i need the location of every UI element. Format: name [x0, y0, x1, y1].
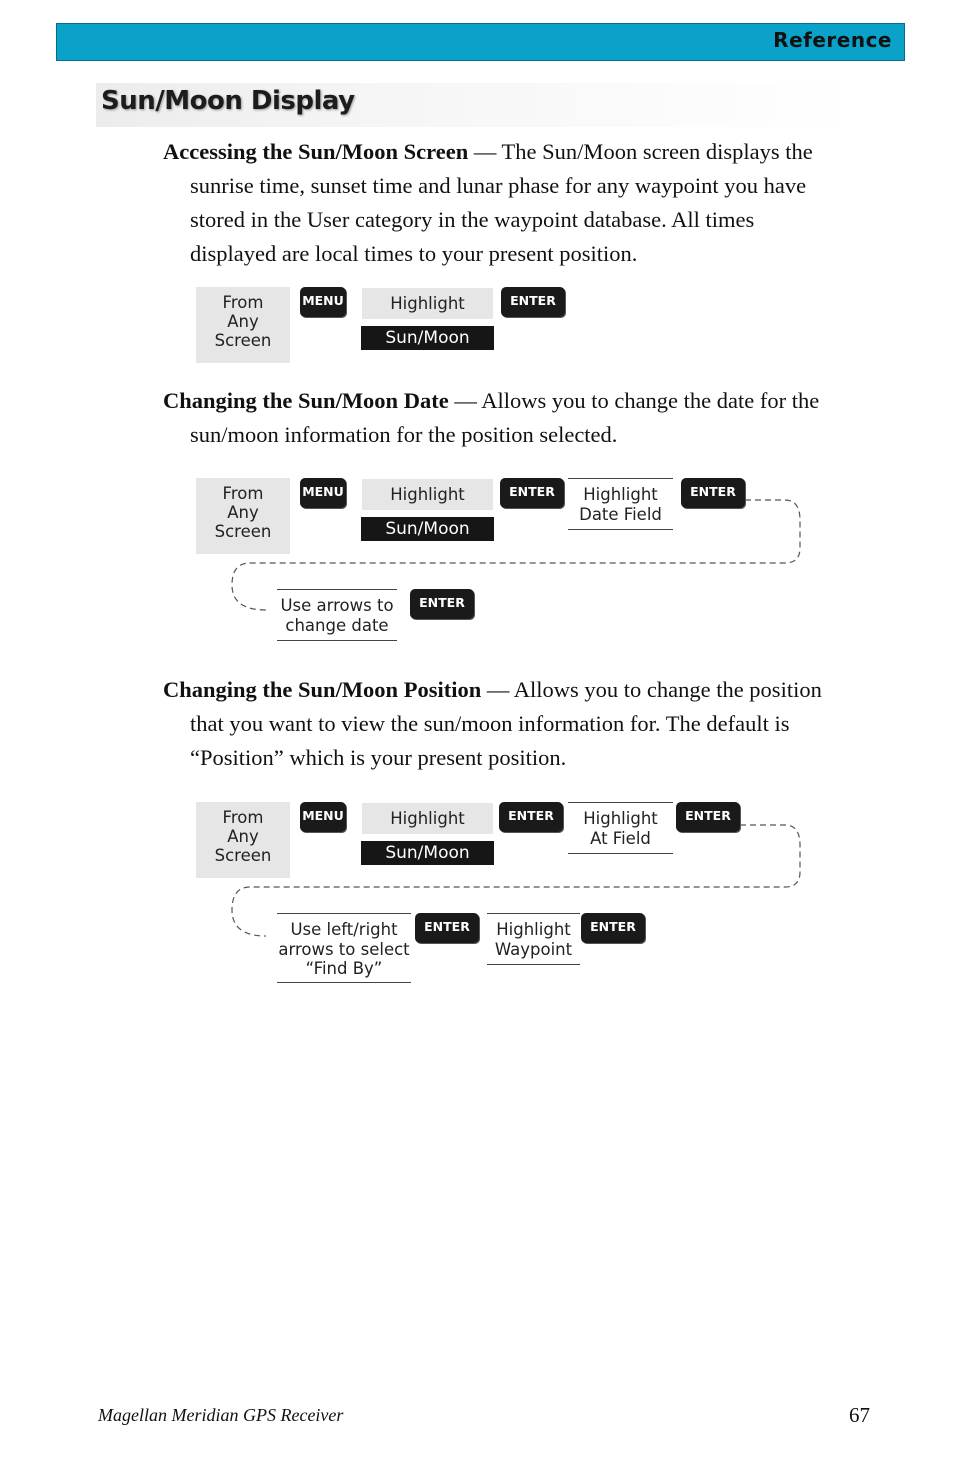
paragraph-text: that you want to view the sun/moon information for. The default is	[190, 711, 790, 736]
step-text: Highlight	[496, 920, 571, 939]
from-any-screen-line: Any	[227, 312, 259, 331]
paragraph-lead: Changing the Sun/Moon Position	[163, 677, 482, 702]
enter-key: ENTER	[581, 913, 645, 943]
step-text: Use left/right	[290, 920, 398, 939]
paragraph-lead: Changing the Sun/Moon Date	[163, 388, 449, 413]
enter-key: ENTER	[499, 802, 563, 832]
sun-moon-box: Sun/Moon	[361, 841, 494, 865]
step-text: “Find By”	[305, 959, 383, 978]
step-text: Waypoint	[494, 939, 573, 959]
enter-key: ENTER	[501, 287, 565, 317]
paragraph-text: “Position” which is your present position.	[190, 745, 567, 770]
enter-key: ENTER	[500, 478, 564, 508]
from-any-screen-box	[196, 802, 290, 878]
paragraph-text: sunrise time, sunset time and lunar phase for any waypoint you have	[190, 173, 807, 198]
from-any-screen-line: Screen	[214, 522, 272, 541]
header-label: Reference	[773, 28, 892, 52]
paragraph-text: displayed are local times to your present position.	[190, 241, 638, 266]
paragraph-lead: Accessing the Sun/Moon Screen	[163, 139, 469, 164]
step-text: arrows to select	[278, 939, 410, 959]
from-any-screen-line: From	[222, 808, 264, 827]
from-any-screen-line: Screen	[214, 846, 272, 865]
step-text: At Field	[590, 828, 651, 848]
section-title: Sun/Moon Display	[101, 86, 355, 116]
paragraph-text: — Allows you to change the position	[481, 677, 822, 702]
enter-key: ENTER	[676, 802, 740, 832]
highlight-box: Highlight	[362, 288, 493, 319]
highlight-at-field-box	[568, 802, 673, 854]
enter-key: ENTER	[410, 589, 474, 619]
paragraph-text: stored in the User category in the waypoint database. All times	[190, 207, 755, 232]
from-any-screen-line: Screen	[214, 331, 272, 350]
sun-moon-box: Sun/Moon	[361, 517, 494, 541]
footer-title: Magellan Meridian GPS Receiver	[98, 1405, 344, 1425]
step-text: Use arrows to	[280, 596, 394, 615]
sun-moon-box: Sun/Moon	[361, 326, 494, 350]
menu-key: MENU	[300, 287, 346, 317]
menu-key: MENU	[300, 478, 346, 508]
page-number: 67	[849, 1403, 870, 1427]
from-any-screen-line: Any	[227, 827, 259, 846]
step-text: Date Field	[579, 504, 662, 524]
highlight-waypoint-box	[487, 913, 580, 965]
highlight-box: Highlight	[362, 479, 493, 510]
from-any-screen-line: From	[222, 484, 264, 503]
from-any-screen-line: Any	[227, 503, 259, 522]
step-text: Highlight	[583, 809, 658, 828]
use-left-right-box	[277, 913, 411, 983]
paragraph-text: — The Sun/Moon screen displays the	[468, 139, 813, 164]
step-text: change date	[285, 615, 389, 635]
from-any-screen-line: From	[222, 293, 264, 312]
menu-key: MENU	[300, 802, 346, 832]
highlight-box: Highlight	[362, 803, 493, 834]
enter-key: ENTER	[681, 478, 745, 508]
paragraph-text: — Allows you to change the date for the	[448, 388, 820, 413]
step-text: Highlight	[583, 485, 658, 504]
enter-key: ENTER	[415, 913, 479, 943]
paragraph-text: sun/moon information for the position selected.	[190, 422, 618, 447]
